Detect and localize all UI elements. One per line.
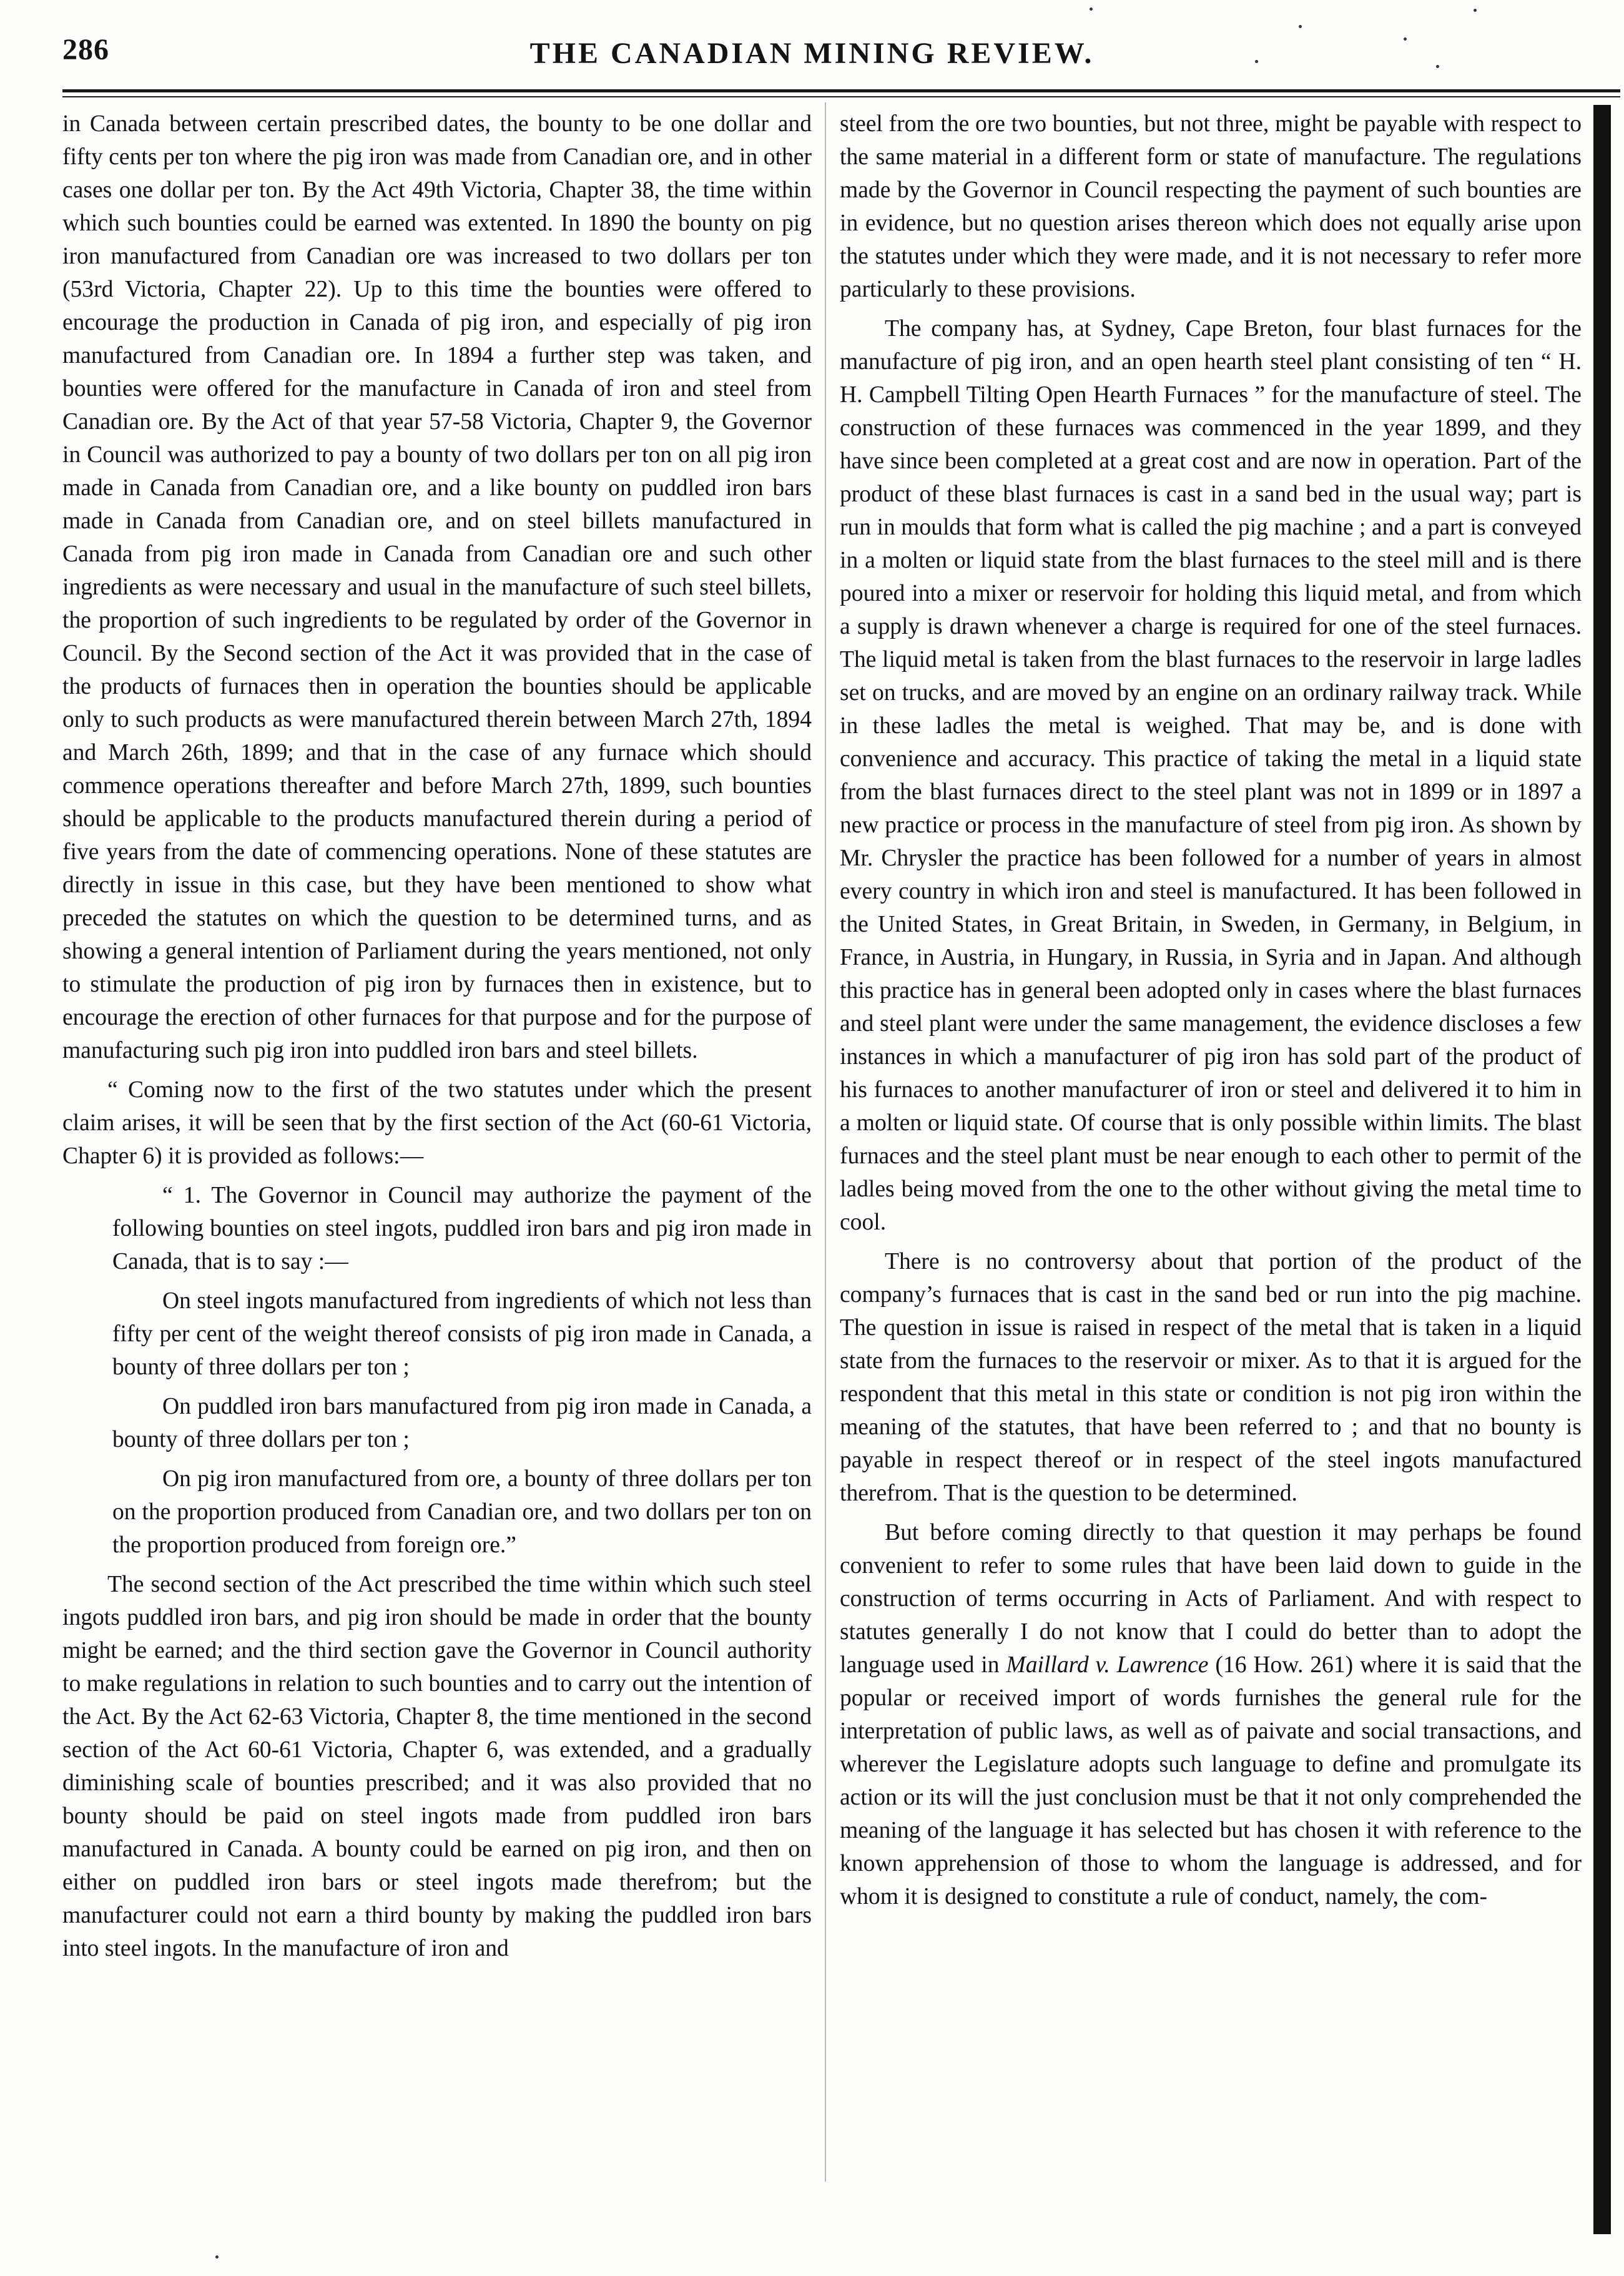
right-column: [840, 107, 1582, 1919]
page-number: 286: [62, 33, 109, 66]
scan-edge-shadow: [1593, 105, 1611, 2234]
statute-quote: On steel ingots manufactured from ingredients of which not less than fifty per cent of the weight thereof consists of pig iron made in Canada, a bounty of three dollars per ton ;: [112, 1288, 812, 1380]
body-paragraph: “ Coming now to the first of the two statutes under which the present claim arises, it will be seen that by the first section of the Act (60-61 Victoria, Chapter 6) it is provided as follows:—: [62, 1077, 812, 1169]
body-paragraph: The company has, at Sydney, Cape Breton, four blast furnaces for the manufacture of pig iron, and an open hearth steel plant consisting of ten “ H. H. Campbell Tilting Open Hearth Furnaces ” for the manufacture of steel. The construction of these furnaces was commenced in the year 1899, and they have since been completed at a great cost and are now in operation. Part of the product of these blast furnaces is cast in a sand bed in the usual way; part is run in moulds that form what is called the pig machine ; and a part is conveyed in a molten or liquid state from the blast furnaces to the steel mill and is there poured into a mixer or reservoir for holding this liquid metal, and from which a supply is drawn whenever a charge is required for one of the steel furnaces. The liquid metal is taken from the blast furnaces to the reservoir in large ladles set on trucks, and are moved by an engine on an ordinary railway track. While in these ladles the metal is weighed. That may be, and is done with convenience and accuracy. This practice of taking the metal in a liquid state from the blast furnaces direct to the steel plant was not in 1899 or in 1897 a new practice or process in the manufacture of steel from pig iron. As shown by Mr. Chrysler the practice has been followed for a number of years in almost every country in which iron and steel is manufactured. It has been followed in the United States, in Great Britain, in Sweden, in Germany, in Belgium, in France, in Austria, in Hungary, in Russia, in Syria and in Japan. And although this practice has in general been adopted only in cases where the blast furnaces and steel plant were under the same management, the evidence discloses a few instances in which a manufacturer of pig iron has sold part of the product of his furnaces to another manufacturer of iron or steel and delivered it to him in a molten or liquid state. Of course that is only possible within limits. The blast furnaces and the steel plant must be near enough to each other to permit of the ladles being moved from the one to the other without giving the metal time to cool.: [840, 316, 1582, 1235]
statute-quote: “ 1. The Governor in Council may authorize the payment of the following bounties on steel ingots, puddled iron bars and pig iron made in Canada, that is to say :—: [112, 1183, 812, 1274]
body-paragraph: steel from the ore two bounties, but not three, might be payable with respect to the same material in a different form or state of manufacture. The regulations made by the Governor in Council respecting the payment of such bounties are in evidence, but no question arises thereon which does not equally arise upon the statutes under which they were made, and it is not necessary to refer more particularly to these provisions.: [840, 111, 1582, 302]
body-paragraph: The second section of the Act prescribed the time within which such steel ingots puddled iron bars, and pig iron should be made in order that the bounty might be earned; and the third section gave the Governor in Council authority to make regulations in relation to such bounties and to carry out the intention of the Act. By the Act 62-63 Victoria, Chapter 8, the time mentioned in the second section of the Act 60-61 Victoria, Chapter 6, was extended, and a gradually diminishing scale of bounties prescribed; and it was also provided that no bounty should be paid on steel ingots made from puddled iron bars manufactured in Canada. A bounty could be earned on pig iron, and then on either on puddled iron bars or steel ingots made therefrom; but the manufacturer could not earn a third bounty by making the puddled iron bars into steel ingots. In the manufacture of iron and: [62, 1572, 812, 1961]
scan-speck: [1090, 7, 1093, 11]
header-rule-thin: [62, 96, 1620, 97]
paragraph-text: (16 How. 261) where it is said that the popular or received import of words furnishes the general rule for the interpretation of public laws, as well as of paivate and social transactions, and wherever the Legislature adopts such language to define and promulgate its action or its will the just conclusion must be that it not only comprehended the meaning of the language it has selected but has chosen it with reference to the known apprehension of those to whom the language is addressed, and for whom it is designed to constitute a rule of conduct, namely, the com-: [840, 1652, 1582, 1909]
statute-quote: On puddled iron bars manufactured from pig iron made in Canada, a bounty of three dollars per ton ;: [112, 1394, 812, 1452]
journal-title: THE CANADIAN MINING REVIEW.: [529, 37, 1095, 70]
header-rule-thick: [62, 89, 1620, 92]
body-paragraph: in Canada between certain prescribed dates, the bounty to be one dollar and fifty cents per ton where the pig iron was made from Canadian ore, and in other cases one dollar per ton. By the Act 49th Victoria, Chapter 38, the time within which such bounties could be earned was extented. In 1890 the bounty on pig iron manufactured from Canadian ore was increased to two dollars per ton (53rd Victoria, Chapter 22). Up to this time the bounties were offered to encourage the production in Canada of pig iron, and especially of pig iron manufactured from Canadian ore. In 1894 a further step was taken, and bounties were offered for the manufacture in Canada of iron and steel from Canadian ore. By the Act of that year 57-58 Victoria, Chapter 9, the Governor in Council was authorized to pay a bounty of two dollars per ton on all pig iron made in Canada from Canadian ore, and a like bounty on puddled iron bars made in Canada from Canadian ore, and on steel billets manufactured in Canada from pig iron made in Canada from Canadian ore and such other ingredients as were necessary and usual in the manufacture of such steel billets, the proportion of such ingredients to be regulated by order of the Governor in Council. By the Second section of the Act it was provided that in the case of the products of furnaces then in operation the bounties should be applicable only to such products as were manufactured therein between March 27th, 1894 and March 26th, 1899; and that in the case of any furnace which should commence operations thereafter and before March 27th, 1899, such bounties should be applicable to the products manufactured therein during a period of five years from the date of commencing operations. None of these statutes are directly in issue in this case, but they have been mentioned to show what preceded the statutes on which the question to be determined turns, and as showing a general intention of Parliament during the years mentioned, not only to stimulate the production of pig iron by furnaces then in existence, but to encourage the erection of other furnaces for that purpose and for the purpose of manufacturing such pig iron into puddled iron bars and steel billets.: [62, 111, 812, 1063]
body-paragraph: There is no controversy about that portion of the product of the company’s furnaces that is cast in the sand bed or run into the pig machine. The question in issue is raised in respect of the metal that is taken in a liquid state from the furnaces to the reservoir or mixer. As to that it is argued for the respondent that this metal in this state or condition is not pig iron within the meaning of the statutes, that have been referred to ; and that no bounty is payable in respect thereof or in respect of the steel ingots manufactured therefrom. That is the question to be determined.: [840, 1249, 1582, 1506]
statute-quote: On pig iron manufactured from ore, a bounty of three dollars per ton on the proportion produced from Canadian ore, and two dollars per ton on the proportion produced from foreign ore.”: [112, 1466, 812, 1558]
paragraph-text: But before coming directly to that question it may perhaps be found convenient to refer to some rules that have been laid down to guide in the construction of terms occurring in Acts of Parliament. And with respect to statutes generally I do not know that I could do better than to adopt the language used in: [840, 1520, 1582, 1678]
scan-speck: [1436, 65, 1439, 68]
scan-speck: [1404, 37, 1407, 41]
scan-speck: [1255, 60, 1258, 63]
scan-speck: [1474, 9, 1477, 12]
left-column: [62, 107, 812, 1971]
column-separator: [825, 102, 826, 2182]
scan-speck: [215, 2255, 219, 2259]
body-paragraph: [840, 1516, 1582, 1913]
scan-speck: [1299, 25, 1302, 28]
case-citation: Maillard v. Lawrence: [1006, 1652, 1209, 1678]
